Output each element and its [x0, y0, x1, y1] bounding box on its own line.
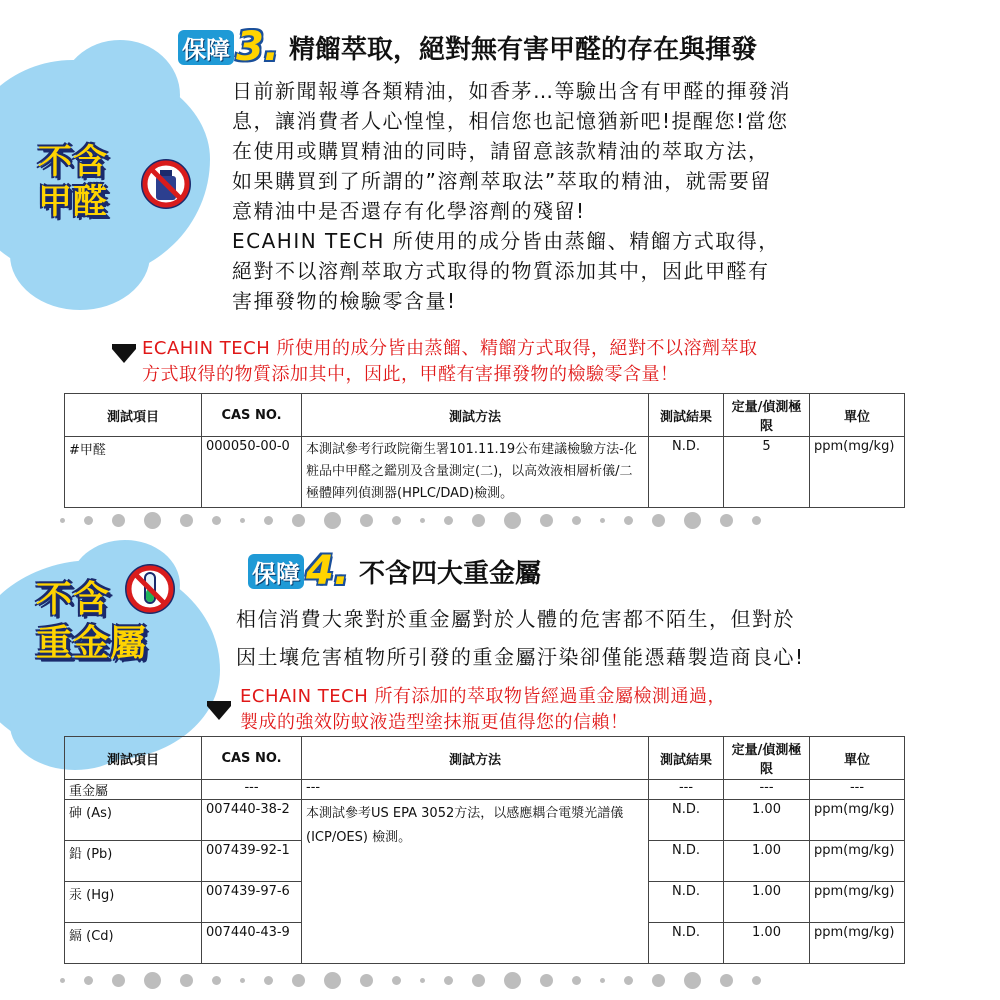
column-header: 測試項目	[65, 394, 202, 437]
divider-dot	[180, 974, 193, 987]
divider-dot	[212, 516, 221, 525]
unit-cell: ppm(mg/kg)	[810, 923, 905, 964]
heading-text: 精餾萃取，絕對無有害甲醛的存在與揮發	[289, 34, 758, 65]
divider-dot	[112, 974, 125, 987]
divider-dot	[392, 516, 401, 525]
column-header: 測試結果	[649, 737, 724, 780]
heading-text: 不含四大重金屬	[359, 558, 542, 589]
highlight-note	[142, 336, 757, 388]
unit-cell: ppm(mg/kg)	[810, 437, 905, 508]
divider-dot	[444, 976, 453, 985]
result-cell: N.D.	[649, 800, 724, 841]
result-cell: N.D.	[649, 437, 724, 508]
divider-dot	[540, 974, 553, 987]
test-item-cell: 鉛 (Pb)	[65, 841, 202, 882]
divider-dot	[60, 518, 65, 523]
divider-dot	[504, 512, 521, 529]
cas-cell: 007440-38-2	[202, 800, 302, 841]
divider-dot	[540, 514, 553, 527]
column-header: 測試結果	[649, 394, 724, 437]
divider-dot	[420, 518, 425, 523]
table-row	[65, 800, 905, 841]
badge-line-1: 不含	[36, 579, 111, 620]
divider-dot	[504, 972, 521, 989]
limit-cell: 1.00	[724, 841, 810, 882]
divider-dot	[572, 976, 581, 985]
divider-dot	[684, 512, 701, 529]
badge-line-2: 甲醛	[38, 182, 108, 222]
divider-dot	[720, 514, 733, 527]
divider-dot	[752, 976, 761, 985]
note-line: ECHAIN TECH 所有添加的萃取物皆經過重金屬檢測通過，	[240, 686, 726, 707]
divider-dot	[292, 514, 305, 527]
divider-dot	[752, 516, 761, 525]
limit-cell: 1.00	[724, 800, 810, 841]
column-header: 定量/偵測極限	[724, 394, 810, 437]
section-paragraph	[232, 76, 912, 316]
group-cell: ---	[810, 780, 905, 800]
divider-dot	[360, 514, 373, 527]
cas-cell: 007439-97-6	[202, 882, 302, 923]
divider-dot	[720, 974, 733, 987]
cas-cell: 000050-00-0	[202, 437, 302, 508]
divider-dot	[144, 972, 161, 989]
heavy-metal-test-table	[64, 736, 905, 964]
limit-cell: 1.00	[724, 923, 810, 964]
divider-dot	[572, 516, 581, 525]
unit-cell: ppm(mg/kg)	[810, 882, 905, 923]
no-bottle-icon	[140, 158, 192, 210]
divider-dot	[600, 518, 605, 523]
note-line: ECAHIN TECH 所使用的成分皆由蒸餾、精餾方式取得，絕對不以溶劑萃取	[142, 338, 758, 359]
divider-dot	[444, 516, 453, 525]
column-header: CAS NO.	[202, 394, 302, 437]
result-cell: N.D.	[649, 923, 724, 964]
test-item-cell: #甲醛	[65, 437, 202, 508]
divider-dot	[624, 516, 633, 525]
divider-dot	[472, 974, 485, 987]
section-heading	[178, 24, 757, 70]
note-line: 製成的強效防蚊液造型塗抹瓶更值得您的信賴！	[240, 712, 629, 733]
badge-line-2: 重金屬	[36, 623, 148, 664]
table-header-row	[65, 737, 905, 780]
method-cell: 本測試參考行政院衛生署101.11.19公布建議檢驗方法-化粧品中甲醛之鑑別及含量測定(二)，以高效液相層析儀/二極體陣列偵測器(HPLC/DAD)檢測。	[302, 437, 649, 508]
divider-dot	[84, 516, 93, 525]
divider-dot	[264, 976, 273, 985]
unit-cell: ppm(mg/kg)	[810, 841, 905, 882]
divider-dot	[212, 976, 221, 985]
paragraph-line: 如果購買到了所謂的”溶劑萃取法”萃取的精油，就需要留	[232, 169, 772, 193]
formaldehyde-test-table	[64, 393, 905, 508]
divider-dot	[144, 512, 161, 529]
down-arrow-icon	[112, 349, 136, 363]
guarantee-pill: 保障	[248, 554, 304, 589]
test-item-cell: 鎘 (Cd)	[65, 923, 202, 964]
method-cell: 本測試參考US EPA 3052方法，以感應耦合電漿光譜儀(ICP/OES) 檢測。	[302, 800, 649, 964]
section-heading	[248, 548, 541, 594]
divider-dot	[112, 514, 125, 527]
limit-cell: 5	[724, 437, 810, 508]
divider-dot	[292, 974, 305, 987]
divider-dot	[84, 976, 93, 985]
divider-dot	[600, 978, 605, 983]
no-formaldehyde-badge	[38, 142, 108, 222]
group-cell: ---	[724, 780, 810, 800]
divider-dot	[624, 976, 633, 985]
guarantee-pill: 保障	[178, 30, 234, 65]
paragraph-line: 息，讓消費者人心惶惶，相信您也記憶猶新吧!提醒您!當您	[232, 109, 789, 133]
group-cell: ---	[202, 780, 302, 800]
section-paragraph	[236, 600, 916, 676]
column-header: CAS NO.	[202, 737, 302, 780]
dot-divider	[60, 972, 780, 989]
group-cell: 重金屬	[65, 780, 202, 800]
unit-cell: ppm(mg/kg)	[810, 800, 905, 841]
divider-dot	[420, 978, 425, 983]
guarantee-number: 3.	[236, 24, 280, 70]
paragraph-line: 日前新聞報導各類精油，如香茅…等驗出含有甲醛的揮發消	[232, 79, 791, 103]
highlight-note	[240, 684, 726, 736]
divider-dot	[60, 978, 65, 983]
table-row	[65, 437, 905, 508]
guarantee-number: 4.	[306, 548, 350, 594]
cas-cell: 007439-92-1	[202, 841, 302, 882]
table-header-row	[65, 394, 905, 437]
paragraph-line: 在使用或購買精油的同時，請留意該款精油的萃取方法，	[232, 139, 770, 163]
divider-dot	[180, 514, 193, 527]
badge-background-blob	[60, 40, 180, 150]
divider-dot	[684, 972, 701, 989]
test-item-cell: 砷 (As)	[65, 800, 202, 841]
table-group-row	[65, 780, 905, 800]
column-header: 測試方法	[302, 394, 649, 437]
result-cell: N.D.	[649, 841, 724, 882]
note-line: 方式取得的物質添加其中，因此，甲醛有害揮發物的檢驗零含量！	[142, 364, 679, 385]
paragraph-line: 因土壤危害植物所引發的重金屬汙染卻僅能憑藉製造商良心!	[236, 645, 805, 669]
divider-dot	[264, 516, 273, 525]
column-header: 單位	[810, 737, 905, 780]
paragraph-line: 意精油中是否還存有化學溶劑的殘留!	[232, 199, 586, 223]
divider-dot	[652, 974, 665, 987]
paragraph-line: ECAHIN TECH 所使用的成分皆由蒸餾、精餾方式取得，	[232, 229, 780, 253]
result-cell: N.D.	[649, 882, 724, 923]
group-cell: ---	[649, 780, 724, 800]
cas-cell: 007440-43-9	[202, 923, 302, 964]
divider-dot	[360, 974, 373, 987]
paragraph-line: 絕對不以溶劑萃取方式取得的物質添加其中，因此甲醛有	[232, 259, 770, 283]
column-header: 單位	[810, 394, 905, 437]
divider-dot	[240, 518, 245, 523]
down-arrow-icon	[207, 706, 231, 720]
divider-dot	[324, 972, 341, 989]
no-test-tube-icon	[124, 563, 176, 615]
test-item-cell: 汞 (Hg)	[65, 882, 202, 923]
badge-line-1: 不含	[38, 142, 108, 182]
column-header: 定量/偵測極限	[724, 737, 810, 780]
dot-divider	[60, 512, 780, 529]
paragraph-line: 害揮發物的檢驗零含量!	[232, 289, 457, 313]
limit-cell: 1.00	[724, 882, 810, 923]
group-cell: ---	[302, 780, 649, 800]
paragraph-line: 相信消費大衆對於重金屬對於人體的危害都不陌生，但對於	[236, 607, 795, 631]
column-header: 測試項目	[65, 737, 202, 780]
divider-dot	[652, 514, 665, 527]
divider-dot	[324, 512, 341, 529]
divider-dot	[240, 978, 245, 983]
divider-dot	[472, 514, 485, 527]
divider-dot	[392, 976, 401, 985]
column-header: 測試方法	[302, 737, 649, 780]
